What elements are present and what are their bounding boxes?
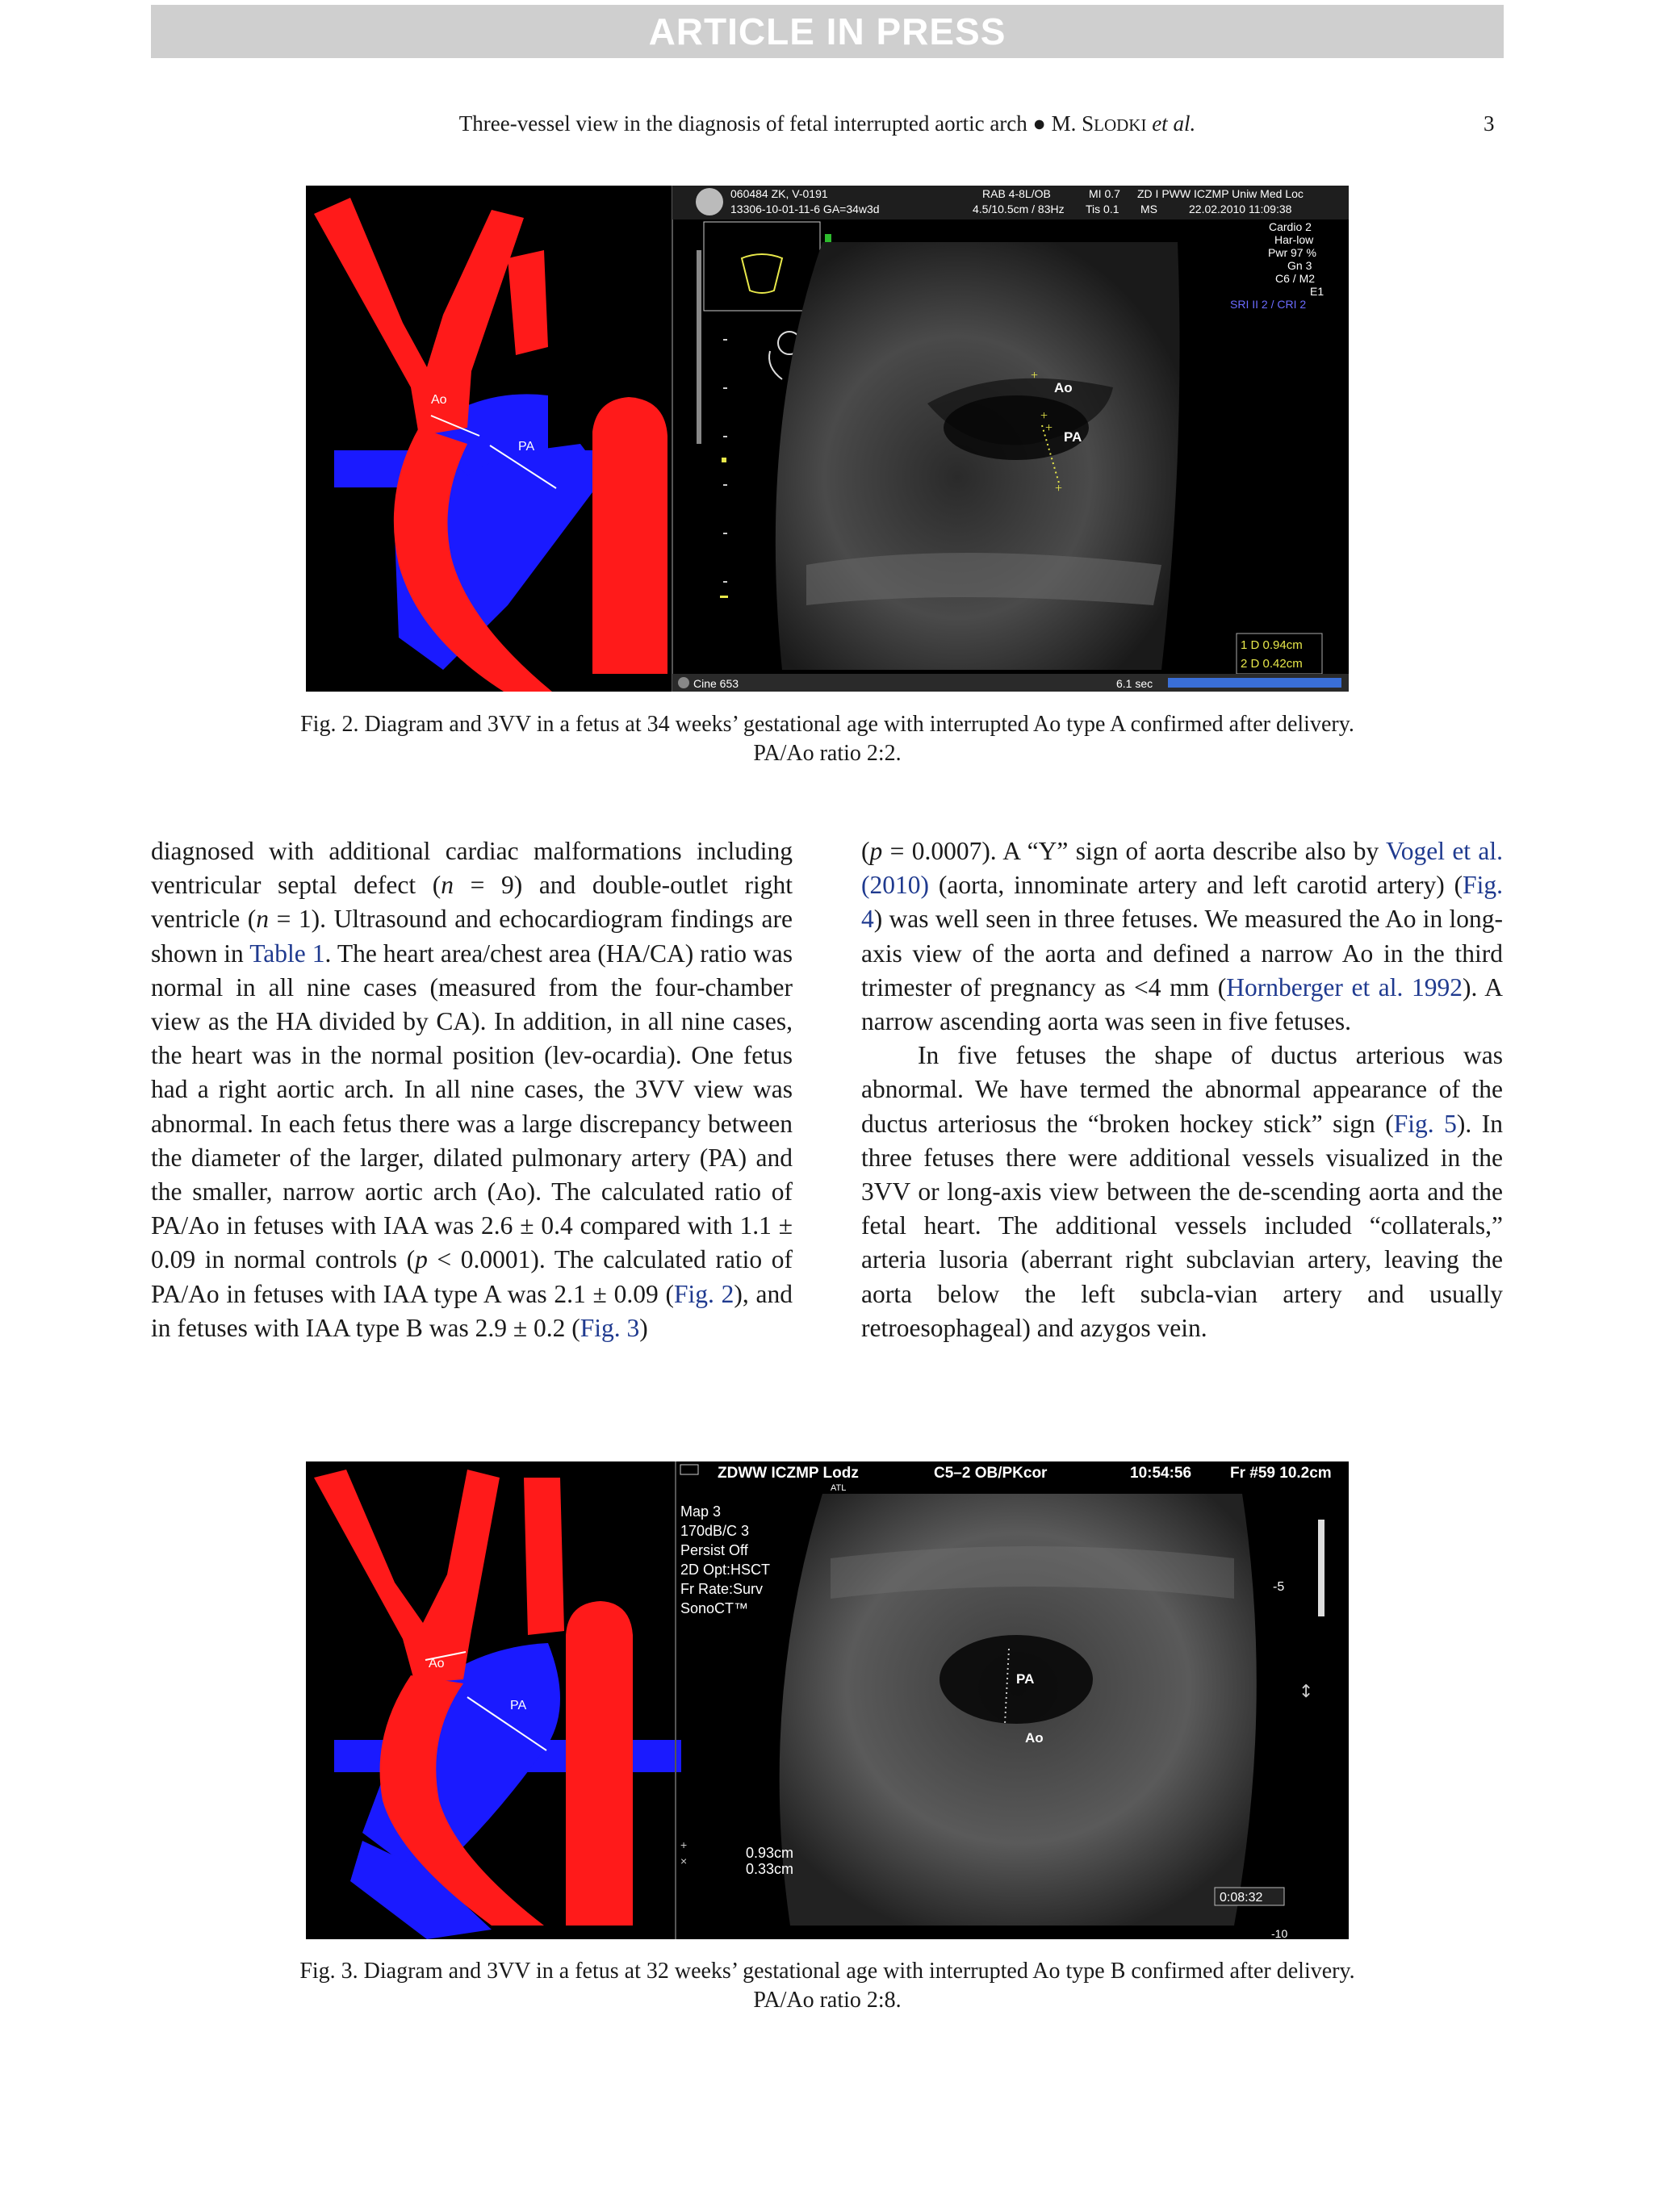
article-in-press-banner: ARTICLE IN PRESS [151, 5, 1504, 58]
table-1-link[interactable]: Table 1 [249, 939, 325, 968]
left-carotid [524, 1478, 564, 1635]
bullet-icon: ● [1032, 111, 1046, 136]
figure-3 [306, 1461, 1349, 1939]
us-timer: 0:08:32 [1220, 1891, 1263, 1905]
us-header-right-1: ZD I PWW ICZMP Uniw Med Loc [1137, 187, 1304, 200]
cine-icon [678, 677, 689, 688]
figure-2-caption-line-2: PA/Ao ratio 2:2. [753, 741, 902, 766]
us-setting-3: Persist Off [680, 1542, 748, 1558]
us-measure-1: 1 D 0.94cm [1241, 638, 1303, 652]
ge-logo-icon [696, 188, 723, 215]
us-setting-1: Cardio 2 [1269, 220, 1312, 233]
diagram-label-ao: Ao [431, 393, 447, 407]
figure-2-caption [151, 710, 1504, 768]
us-label-ao: Ao [1025, 1730, 1044, 1746]
us-setting-4: 2D Opt:HSCT [680, 1562, 771, 1578]
vogel-reference-link[interactable]: Vogel et al. (2010) [861, 837, 1504, 900]
us-setting-5: C6 / M2 [1275, 272, 1316, 285]
fig-3-link[interactable]: Fig. 3 [580, 1313, 640, 1342]
right-column [861, 834, 1503, 1345]
us-measure-2: 2 D 0.42cm [1241, 657, 1303, 671]
us-header-atl: ATL [831, 1483, 847, 1493]
hornberger-reference-link[interactable]: Hornberger et al. 1992 [1226, 972, 1463, 1001]
up-down-arrows-icon: ↕ [1299, 1682, 1314, 1702]
us-header-time: 10:54:56 [1130, 1465, 1192, 1482]
us-label-pa: PA [1016, 1671, 1035, 1687]
us-setting-3: Pwr 97 % [1268, 246, 1316, 259]
us-header-probe: C5–2 OB/PKcor [934, 1465, 1048, 1482]
cine-progress-bar [1168, 678, 1341, 688]
right-paragraph-1: (p = 0.0007). A “Y” sign of aorta describe also by Vogel et al. (2010) (aorta, innominate artery and left carotid artery) (Fig. 4) was well seen in three fetuses. We measured the Ao in long-axis view of the aorta and defined a narrow Ao in the third trimester of pregnancy as <4 mm (Hornberger et al. 1992). A narrow ascending aorta was seen in five fetuses. [861, 837, 1504, 1036]
focus-marker-icon [722, 458, 726, 462]
figure-3-image [306, 1461, 1349, 1939]
running-head-title: Three-vessel view in the diagnosis of fetal interrupted aortic arch [458, 111, 1027, 136]
us-setting-2: 170dB/C 3 [680, 1523, 750, 1539]
et-al: et al. [1152, 111, 1196, 136]
diagram-label-ao: Ao [429, 1657, 445, 1670]
us-setting-6: E1 [1310, 285, 1324, 298]
descending-aorta [592, 397, 667, 674]
page-number: 3 [1484, 111, 1495, 136]
us-measure-1: 0.93cm [746, 1845, 794, 1861]
us-header-right-2: 22.02.2010 11:09:38 [1189, 203, 1292, 215]
us-label-pa: PA [1064, 429, 1082, 445]
fig-4-link[interactable]: Fig. 4 [861, 871, 1503, 934]
left-column [151, 834, 793, 1345]
fig-2-link[interactable]: Fig. 2 [673, 1279, 734, 1308]
caliper-plus-icon: + [680, 1838, 688, 1851]
figure-2-image [306, 186, 1349, 692]
us-cine: Cine 653 [693, 677, 739, 690]
us-header-left-2: 13306-10-01-11-6 GA=34w3d [730, 203, 880, 215]
us-sri-label: SRI II 2 / CRI 2 [1230, 298, 1307, 311]
us-header-fr: Fr #59 10.2cm [1230, 1465, 1332, 1482]
svg-text:+: + [1040, 409, 1048, 423]
running-head [151, 111, 1504, 136]
us-scale-5: -5 [1273, 1580, 1285, 1594]
svg-text:+: + [1031, 369, 1039, 383]
figure-2 [306, 186, 1349, 692]
caliper-x-icon: × [680, 1854, 688, 1867]
author-smallcaps: LODKI [1094, 115, 1147, 135]
us-header-mid-2: 4.5/10.5cm / 83Hz [973, 203, 1065, 215]
us-setting-4: Gn 3 [1287, 259, 1312, 272]
right-paragraph-2: In five fetuses the shape of ductus arterious was abnormal. We have termed the abnormal appearance of the ductus arteriosus the “broken hockey stick” sign (Fig. 5). In three fetuses there were additional vessels visualized in the 3VV or long-axis view between the de-scending aorta and the fetal heart. The additional vessels included “collaterals,” arteria lusoria (aberrant right subclavian artery, leaving the aorta below the left subcla-vian artery and usually retroesophageal) and azygos vein. [861, 1041, 1503, 1342]
descending-aorta [566, 1601, 633, 1926]
us-setting-1: Map 3 [680, 1503, 722, 1520]
author-initial: M. S [1051, 111, 1094, 136]
us-header-left-1: 060484 ZK, V-0191 [730, 187, 828, 200]
us-header-mi: MI 0.7 [1089, 187, 1120, 200]
us-scale-10: -10 [1271, 1927, 1288, 1939]
us-measure-2: 0.33cm [746, 1861, 794, 1877]
us-setting-2: Har-low [1274, 233, 1314, 246]
grayscale-bar [1318, 1520, 1324, 1616]
fig-5-link[interactable]: Fig. 5 [1393, 1109, 1457, 1138]
svg-text:+: + [1045, 421, 1053, 435]
us-header-tis: Tis 0.1 [1086, 203, 1119, 215]
us-header-site: ZDWW ICZMP Lodz [718, 1465, 859, 1482]
left-paragraph: diagnosed with additional cardiac malformations including ventricular septal defect (n = 9) and double-outlet right ventricle (n = 1). Ultrasound and echocardiogram findings are shown in Table 1. The heart area/chest area (HA/CA) ratio was normal in all nine cases (measured from the four-chamber view as the HA divided by CA). In addition, in all nine cases, the heart was in the normal position (lev-ocardia). One fetus had a right aortic arch. In all nine cases, the 3VV view was abnormal. In each fetus there was a large discrepancy between the diameter of the larger, dilated pulmonary artery (PA) and the smaller, narrow aortic arch (Ao). The calculated ratio of PA/Ao in fetuses with IAA was 2.6 ± 0.4 compared with 1.1 ± 0.09 in normal controls (p < 0.0001). The calculated ratio of PA/Ao in fetuses with IAA type A was 2.1 ± 0.09 (Fig. 2), and in fetuses with IAA type B was 2.9 ± 0.2 (Fig. 3) [151, 837, 793, 1342]
svg-text:+: + [1055, 482, 1063, 496]
us-setting-6: SonoCT™ [680, 1600, 749, 1616]
figure-2-caption-line-1: Fig. 2. Diagram and 3VV in a fetus at 34 weeks’ gestational age with interrupted Ao type A confirmed after delivery. [300, 712, 1354, 737]
figure-3-caption-line-1: Fig. 3. Diagram and 3VV in a fetus at 32 weeks’ gestational age with interrupted Ao type B confirmed after delivery. [299, 1959, 1355, 1984]
figure-3-caption-line-2: PA/Ao ratio 2:8. [753, 1988, 902, 2013]
diagram-label-pa: PA [518, 440, 535, 454]
us-sec: 6.1 sec [1116, 677, 1153, 690]
figure-3-caption [151, 1957, 1504, 2015]
ultrasound-sector [776, 242, 1180, 670]
us-setting-5: Fr Rate:Surv [680, 1581, 764, 1597]
diagram-label-pa: PA [510, 1699, 527, 1712]
us-header-ms: MS [1140, 203, 1157, 215]
us-label-ao: Ao [1054, 380, 1073, 395]
us-header-mid-1: RAB 4-8L/OB [982, 187, 1051, 200]
